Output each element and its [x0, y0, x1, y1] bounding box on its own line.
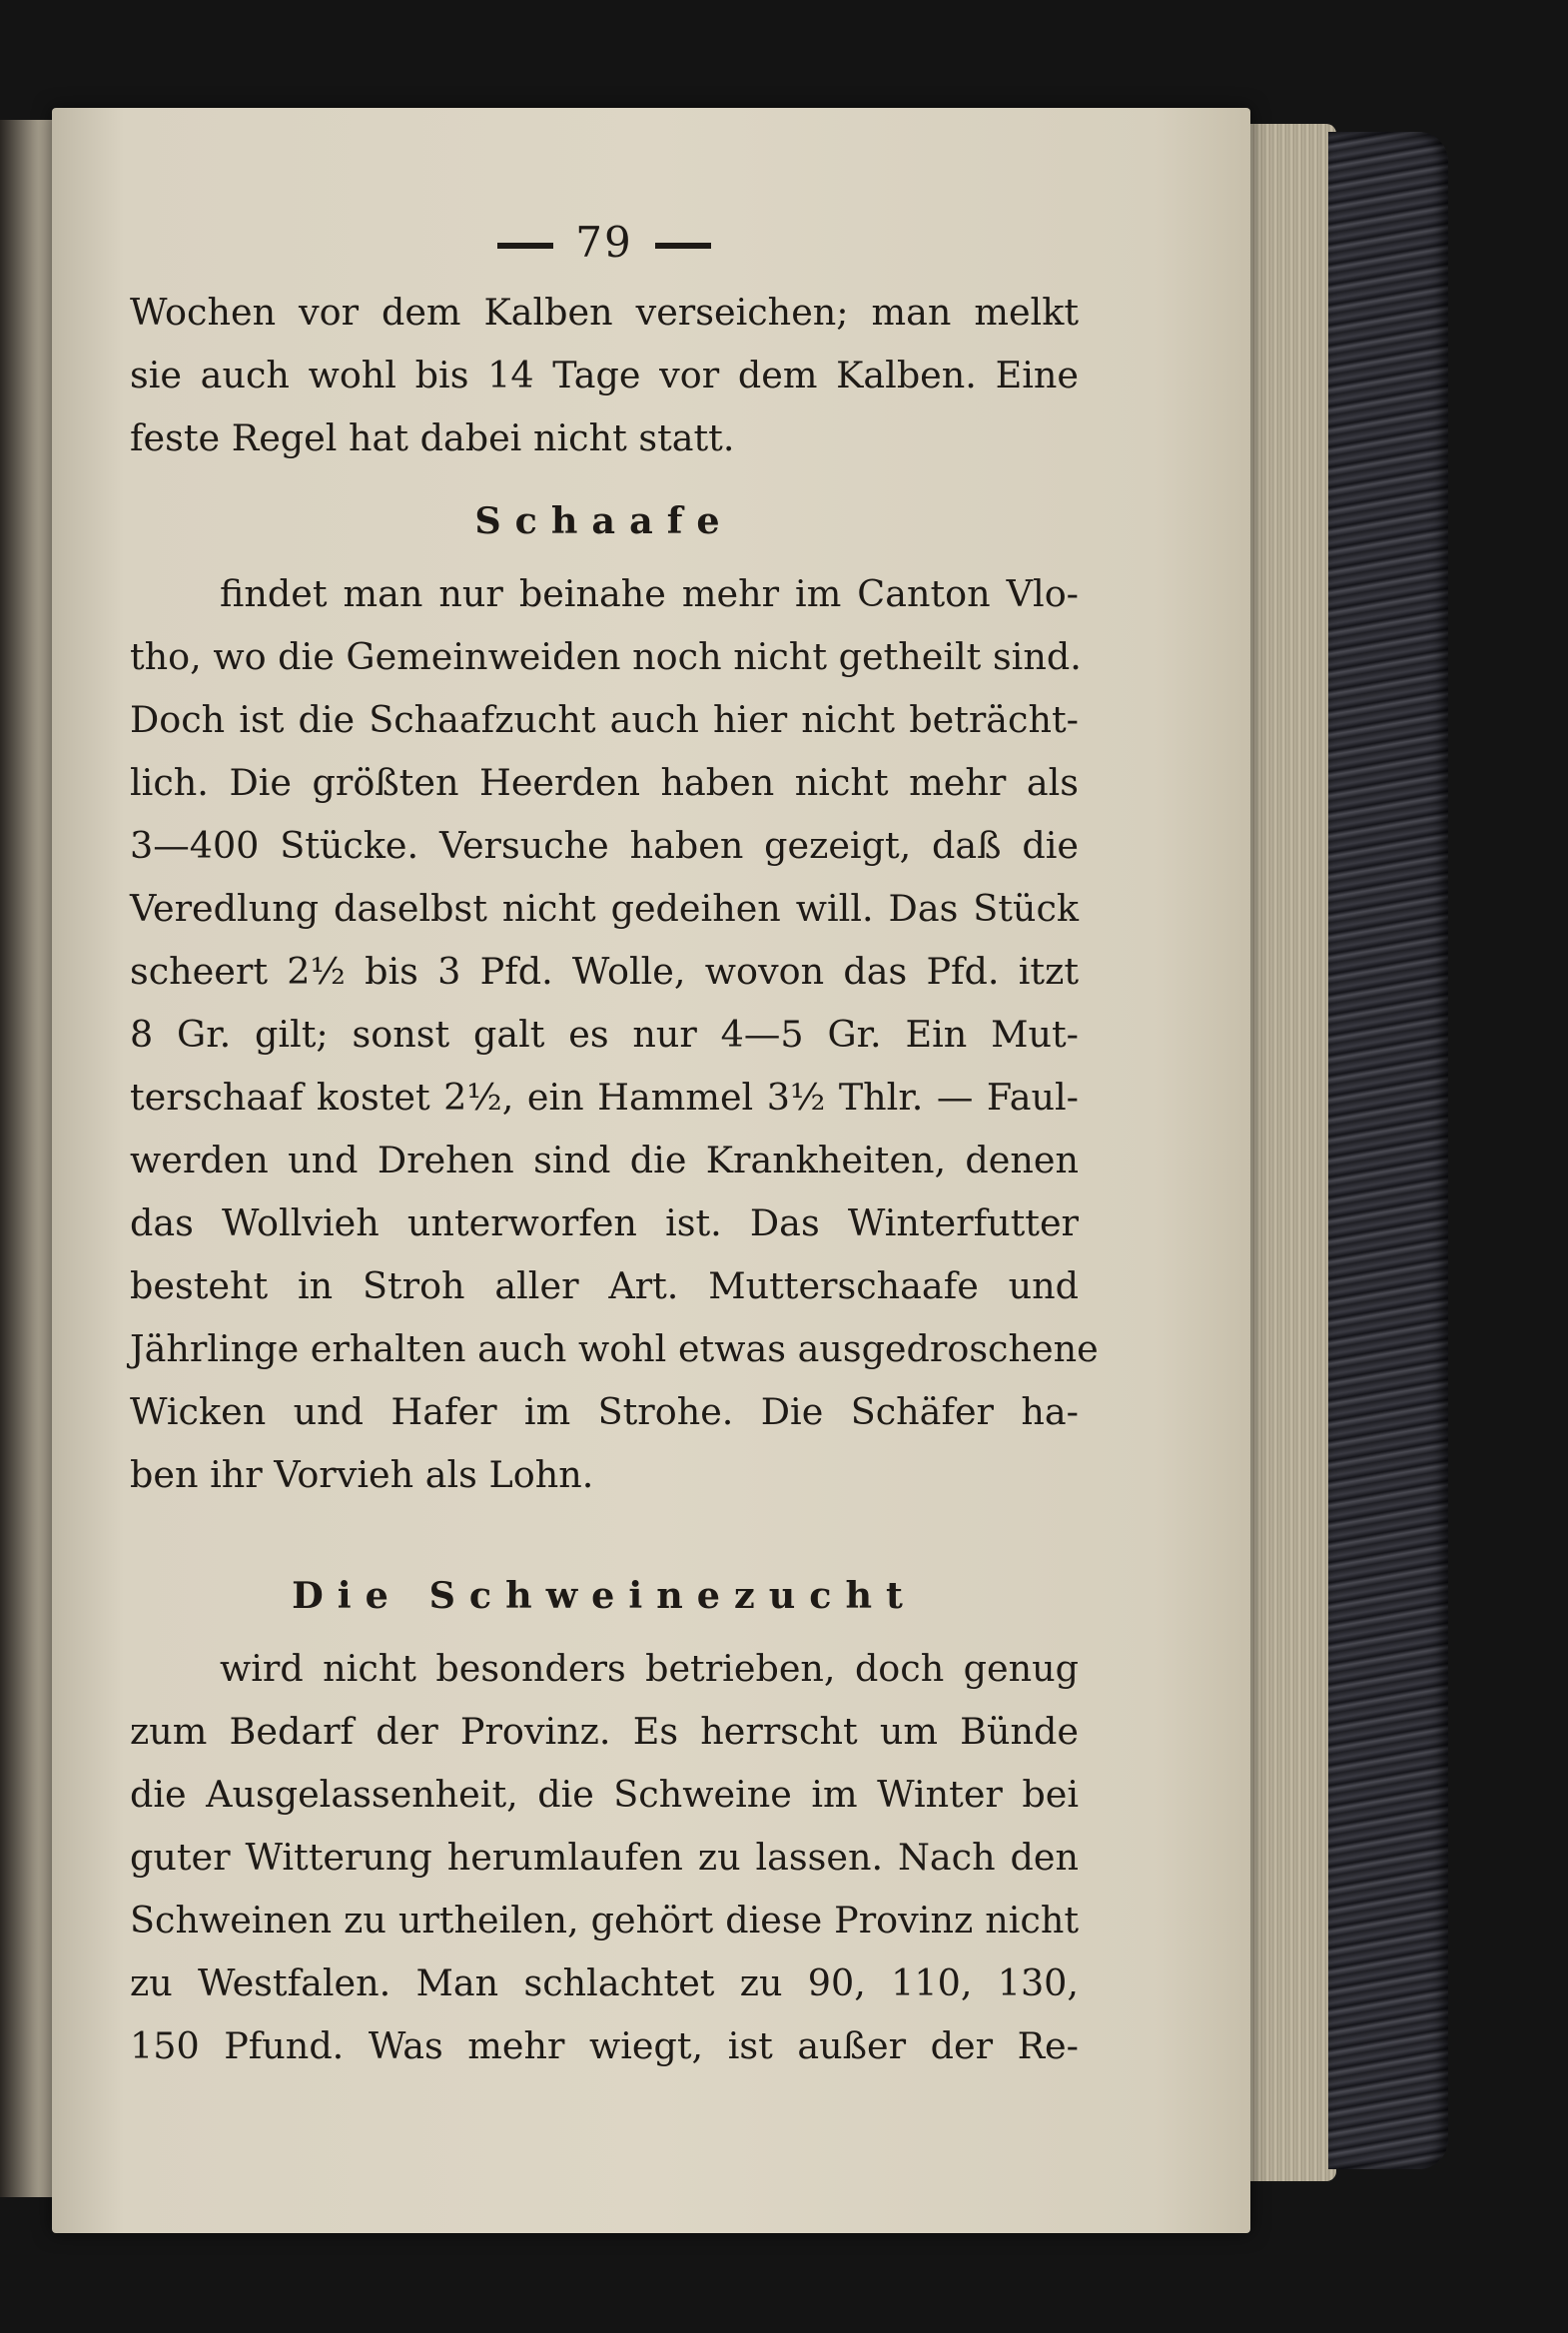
text-line: werden und Drehen sind die Krankheiten, denen	[130, 1139, 1079, 1181]
text-line: die Ausgelassenheit, die Schweine im Winter bei	[130, 1773, 1079, 1816]
text-line: Wochen vor dem Kalben verseichen; man melkt	[130, 291, 1079, 334]
text-line: ben ihr Vorvieh als Lohn.	[130, 1453, 594, 1496]
header-dash-right	[655, 243, 711, 249]
text-line: lich. Die größten Heerden haben nicht mehr als	[130, 761, 1079, 804]
section-heading-schaafe: Schaafe	[474, 499, 734, 542]
text-line: terschaaf kostet 2½, ein Hammel 3½ Thlr. — Faul-	[130, 1076, 1079, 1119]
text-line: scheert 2½ bis 3 Pfd. Wolle, wovon das Pfd. itzt	[130, 950, 1079, 993]
text-line: Jährlinge erhalten auch wohl etwas ausgedroschene	[130, 1327, 1099, 1370]
text-line: Wicken und Hafer im Strohe. Die Schäfer ha-	[130, 1390, 1079, 1433]
header-dash-left	[497, 243, 553, 249]
page-block-edges	[1246, 124, 1336, 2181]
text-line: feste Regel hat dabei nicht statt.	[130, 416, 735, 459]
paragraph-2	[130, 562, 1099, 1506]
text-line: sie auch wohl bis 14 Tage vor dem Kalben. Eine	[130, 354, 1079, 396]
text-line: besteht in Stroh aller Art. Mutterschaafe und	[130, 1264, 1079, 1307]
text-line: tho, wo die Gemeinweiden noch nicht getheilt sind.	[130, 635, 1082, 678]
page-header	[130, 205, 1079, 281]
paragraph-1	[130, 281, 1079, 469]
text-line: zum Bedarf der Provinz. Es herrscht um Bünde	[130, 1710, 1079, 1753]
section-heading-schweinezucht: Die Schweinezucht	[292, 1574, 917, 1617]
text-line: findet man nur beinahe mehr im Canton Vlo-	[220, 572, 1079, 615]
book-cover	[1328, 132, 1448, 2169]
text-line: 3—400 Stücke. Versuche haben gezeigt, daß die	[130, 824, 1079, 867]
text-line: Veredlung daselbst nicht gedeihen will. Das Stück	[130, 887, 1079, 930]
paragraph-3	[130, 1637, 1079, 2077]
text-line: Schweinen zu urtheilen, gehört diese Provinz nicht	[130, 1899, 1079, 1942]
text-line: 8 Gr. gilt; sonst galt es nur 4—5 Gr. Ein Mut-	[130, 1013, 1079, 1056]
page-text	[130, 205, 1099, 2077]
text-line: 150 Pfund. Was mehr wiegt, ist außer der Re-	[130, 2024, 1079, 2067]
text-line: Doch ist die Schaafzucht auch hier nicht beträcht-	[130, 698, 1079, 741]
text-line: guter Witterung herumlaufen zu lassen. Nach den	[130, 1836, 1079, 1879]
section-gap	[130, 1506, 1079, 1544]
text-line: zu Westfalen. Man schlachtet zu 90, 110, 130,	[130, 1961, 1079, 2004]
text-line: wird nicht besonders betrieben, doch genug	[220, 1647, 1079, 1690]
text-line: das Wollvieh unterworfen ist. Das Winterfutter	[130, 1201, 1079, 1244]
page-number: 79	[575, 218, 633, 267]
